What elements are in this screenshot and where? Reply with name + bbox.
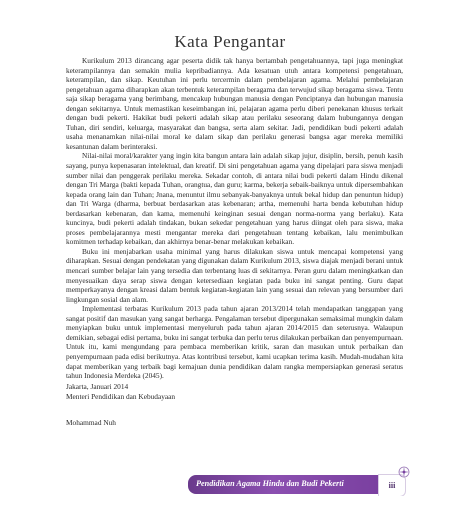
footer-book-title: Pendidikan Agama Hindu dan Budi Pekerti — [196, 479, 344, 488]
place-date: Jakarta, Januari 2014 — [66, 382, 129, 391]
page-bottom-margin — [0, 496, 460, 512]
page-number: iii — [388, 481, 396, 490]
signatory-role: Menteri Pendidikan dan Kebudayaan — [66, 392, 176, 401]
signatory-name: Mohammad Nuh — [66, 418, 116, 427]
paragraph-4: Implementasi terbatas Kurikulum 2013 pada tahun ajaran 2013/2014 telah mendapatkan tanggapan yang sangat positif dan masukan yang sangat berharga. Pengalaman tersebut dipergunakan semaksimal mungkin dalam menyiapkan buku untuk implementasi menyeluruh pada tahun ajaran 2014/2015 dan seterusnya. Walaupun demikian, sebagai edisi pertama, buku ini sangat terbuka dan perlu terus dilakukan perbaikan dan penyempurnaan. Untuk itu, kami mengundang para pembaca memberikan kritik, saran dan masukan untuk perbaikan dan penyempurnaan pada edisi berikutnya. Atas kontribusi tersebut, kami ucapkan terima kasih. Mudah-mudahan kita dapat memberikan yang terbaik bagi kemajuan dunia pendidikan dalam rangka mempersiapkan generasi seratus tahun Indonesia Merdeka (2045). — [66, 304, 403, 381]
body-text — [66, 56, 403, 381]
paragraph-2: Nilai-nilai moral/karakter yang ingin kita bangun antara lain adalah sikap jujur, disiplin, bersih, penuh kasih sayang, punya kepenasaran intelektual, dan kreatif. Di sini pengetahuan agama yang dipelajari para siswa menjadi sumber nilai dan penggerak perilaku mereka. Sekadar contoh, di antara nilai budi pekerti dalam Hindu dikenal dengan Tri Marga (bakti kepada Tuhan, orangtua, dan guru; karma, bekerja sebaik-baiknya untuk dipersembahkan kepada orang lain dan Tuhan; Jnana, menuntut ilmu sebanyak-banyaknya untuk bekal hidup dan penuntun hidup) dan Tri Warga (dharma, berbuat berdasarkan atas kebenaran; artha, memenuhi harta benda kebutuhan hidup berdasarkan kebenaran, dan kama, memenuhi keinginan sesuai dengan norma-norma yang berlaku). Kata kuncinya, budi pekerti adalah tindakan, bukan sekedar pengetahuan yang harus diingat oleh para siswa, maka proses pembelajarannya mesti mengantar mereka dari pengetahuan tentang kebaikan, lalu menimbulkan komitmen terhadap kebaikan, dan akhirnya benar-benar melakukan kebaikan. — [66, 151, 403, 247]
page-title: Kata Pengantar — [174, 32, 286, 51]
ornament-icon — [397, 465, 411, 479]
paragraph-3: Buku ini menjabarkan usaha minimal yang harus dilakukan siswa untuk mencapai kompetensi yang diharapkan. Sesuai dengan pendekatan yang digunakan dalam Kurikulum 2013, siswa diajak menjadi berani untuk mencari sumber belajar lain yang tersedia dan terbentang luas di sekitarnya. Peran guru dalam meningkatkan dan menyesuaikan daya serap siswa dengan ketersediaan kegiatan pada buku ini sangat penting. Guru dapat memperkayanya dengan kreasi dalam bentuk kegiatan-kegiatan lain yang sesuai dan relevan yang bersumber dari lingkungan sosial dan alam. — [66, 246, 403, 304]
paragraph-1: Kurikulum 2013 dirancang agar peserta didik tak hanya bertambah pengetahuannya, tapi juga meningkat keterampilannya dan semakin mulia kepribadiannya. Ada kesatuan utuh antara kompetensi pengetahuan, keterampilan, dan sikap. Keutuhan ini perlu tercermin dalam pembelajaran agama. Melalui pembelajaran pengetahuan agama diharapkan akan terbentuk keterampilan beragama dan terwujud sikap beragama siswa. Tentu saja sikap beragama yang berimbang, mencakup hubungan manusia dengan Penciptanya dan hubungan manusia dengan sekitarnya. Untuk memastikan keseimbangan ini, pelajaran agama perlu diberi penekanan khusus terkait dengan budi pekerti. Hakikat budi pekerti adalah sikap atau perilaku seseorang dalam hubungannya dengan Tuhan, diri sendiri, keluarga, masyarakat dan bangsa, serta alam sekitar. Jadi, pendidikan budi pekerti adalah usaha menanamkan nilai-nilai moral ke dalam sikap dan perilaku generasi bangsa agar mereka memiliki kesantunan dalam berinteraksi. — [66, 56, 403, 151]
